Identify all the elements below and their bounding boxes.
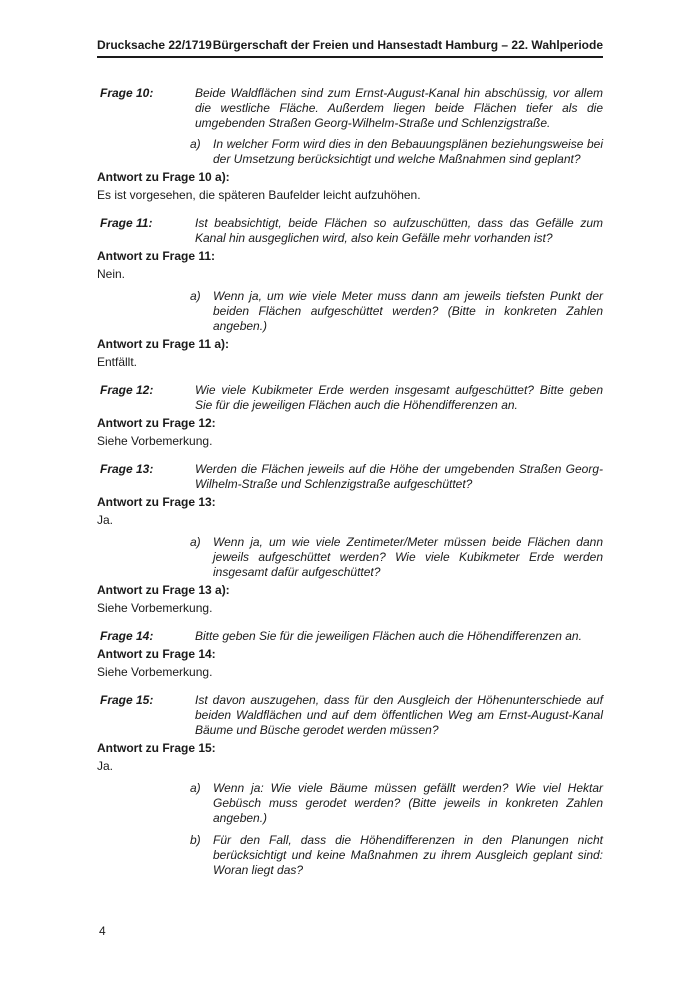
question-label: Frage 12:: [100, 383, 154, 397]
answer-text: Entfällt.: [97, 355, 138, 369]
sub-question: [190, 781, 603, 826]
drucksache-number: Drucksache 22/1719: [97, 38, 212, 52]
sub-question: [190, 137, 603, 167]
sub-question-marker: a): [190, 781, 201, 795]
sub-question-marker: a): [190, 289, 201, 303]
answer-heading: Antwort zu Frage 13 a):: [97, 583, 230, 597]
sub-question-text: In welcher Form wird dies in den Bebauungsplänen beziehungsweise bei der Umsetzung berücksichtigt und welche Maßnahmen sind geplant?: [213, 137, 603, 166]
sub-question: [190, 289, 603, 334]
question-label: Frage 13:: [100, 462, 154, 476]
answer-heading: Antwort zu Frage 10 a):: [97, 170, 230, 184]
question-text: Wie viele Kubikmeter Erde werden insgesamt aufgeschüttet? Bitte geben Sie für die jeweiligen Flächen auch die Höhendifferenzen an.: [195, 383, 603, 412]
question-text: Bitte geben Sie für die jeweiligen Flächen auch die Höhendifferenzen an.: [195, 629, 582, 643]
answer-heading: Antwort zu Frage 12:: [97, 416, 216, 430]
answer-text: Es ist vorgesehen, die späteren Baufelder leicht aufzuhöhen.: [97, 188, 421, 202]
question-label: Frage 14:: [100, 629, 154, 643]
sub-question-marker: a): [190, 535, 201, 549]
page-number: 4: [99, 924, 106, 938]
answer-text: Nein.: [97, 267, 126, 281]
sub-question-text: Wenn ja, um wie viele Meter muss dann am jeweils tiefsten Punkt der beiden Flächen aufgeschüttet werden? (Bitte in konkreten Zahlen angeben.): [213, 289, 603, 333]
question-text: Ist davon auszugehen, dass für den Ausgleich der Höhenunterschiede auf beiden Waldflächen und auf dem öffentlichen Weg am Ernst-August-Kanal Bäume und Büsche gerodet werden müssen?: [195, 693, 603, 737]
answer-heading: Antwort zu Frage 14:: [97, 647, 216, 661]
sub-question: [190, 833, 603, 878]
sub-question-text: Wenn ja: Wie viele Bäume müssen gefällt werden? Wie viel Hektar Gebüsch muss gerodet werden? (Bitte jeweils in konkreten Zahlen angeben.): [213, 781, 603, 825]
question-label: Frage 10:: [100, 86, 154, 100]
answer-heading: Antwort zu Frage 11 a):: [97, 337, 230, 351]
sub-question-marker: b): [190, 833, 201, 847]
sub-question-text: Wenn ja, um wie viele Zentimeter/Meter müssen beide Flächen dann jeweils aufgeschüttet werden? Wie viele Kubikmeter Erde werden insgesamt dafür aufgeschüttet?: [213, 535, 603, 579]
question-text: Werden die Flächen jeweils auf die Höhe der umgebenden Straßen Georg-Wilhelm-Straße und Schlenzigstraße aufgeschüttet?: [195, 462, 603, 491]
question-block: [97, 693, 603, 738]
page-header: [97, 38, 603, 58]
question-block: [97, 86, 603, 167]
question-block: [97, 383, 603, 413]
sub-question-marker: a): [190, 137, 201, 151]
answer-text: Ja.: [97, 513, 114, 527]
question-block: [97, 462, 603, 492]
answer-text: Siehe Vorbemerkung.: [97, 665, 213, 679]
sub-question-text: Für den Fall, dass die Höhendifferenzen in den Planungen nicht berücksichtigt und keine Maßnahmen zu ihrem Ausgleich geplant sind: Woran liegt das?: [213, 833, 603, 877]
header-title: Bürgerschaft der Freien und Hansestadt Hamburg – 22. Wahlperiode: [212, 38, 603, 52]
answer-text: Ja.: [97, 759, 114, 773]
qa-content: [97, 86, 603, 878]
answer-heading: Antwort zu Frage 11:: [97, 249, 216, 263]
question-block: [97, 629, 603, 644]
question-text: Beide Waldflächen sind zum Ernst-August-Kanal hin abschüssig, vor allem die westliche Fläche. Außerdem liegen beide Flächen tiefer als die umgebenden Straßen Georg-Wilhelm-Straße und Schlenzigstraße.: [195, 86, 603, 130]
question-block: [97, 216, 603, 246]
question-text: Ist beabsichtigt, beide Flächen so aufzuschütten, dass das Gefälle zum Kanal hin ausgeglichen wird, also kein Gefälle mehr vorhanden ist?: [195, 216, 603, 245]
sub-question: [190, 535, 603, 580]
answer-text: Siehe Vorbemerkung.: [97, 601, 213, 615]
question-label: Frage 15:: [100, 693, 154, 707]
answer-heading: Antwort zu Frage 15:: [97, 741, 216, 755]
answer-text: Siehe Vorbemerkung.: [97, 434, 213, 448]
question-label: Frage 11:: [100, 216, 153, 230]
answer-heading: Antwort zu Frage 13:: [97, 495, 216, 509]
